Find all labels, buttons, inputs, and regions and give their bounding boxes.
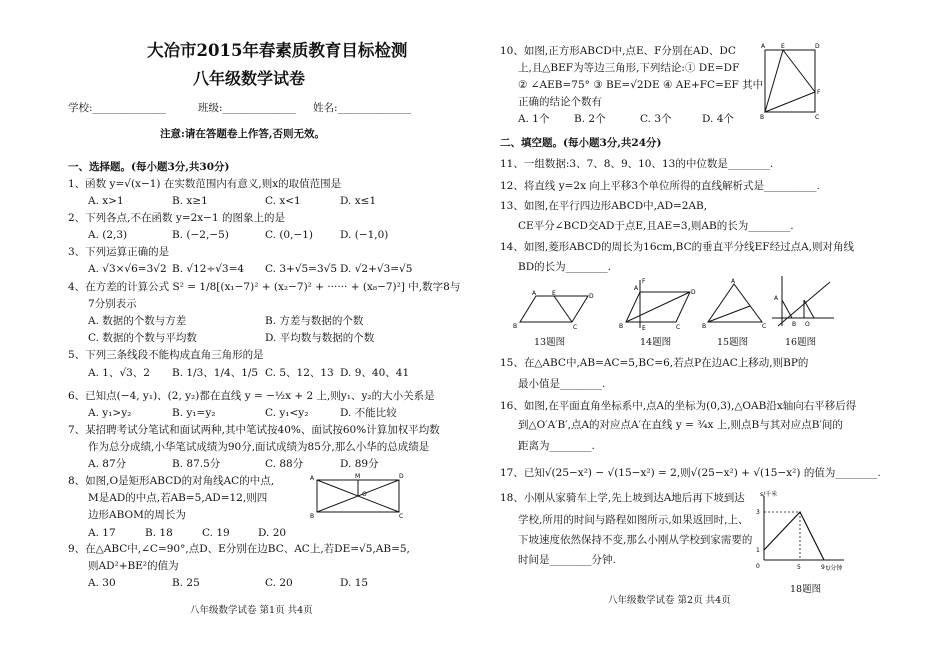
q4-option-d: D. 平均数与数据的个数	[265, 332, 375, 344]
y-tick-1: 1	[756, 547, 760, 554]
section-choice: 一、选择题。(每小题3分,共30分)	[68, 161, 230, 173]
y-axis-label: s/千米	[760, 491, 778, 498]
q10-stem-cont1: 上,且△BEF为等边三角形,下列结论:① DE=DF	[518, 62, 740, 74]
label-c: C	[815, 114, 820, 120]
q8-option-a: A. 17	[88, 527, 116, 539]
q3-option-a: A. √3×√6=3√2	[88, 263, 167, 275]
label-m: M	[355, 473, 361, 480]
page-1	[0, 0, 470, 650]
q9-stem: 9、在△ABC中,∠C=90°,点D、E分别在边BC、AC上,若DE=√5,AB=5,	[68, 543, 410, 555]
label-a: A	[774, 295, 779, 302]
q4-option-b: B. 方差与数据的个数	[265, 315, 364, 327]
q8-stem: 8、如图,O是矩形ABCD的对角线AC的中点,	[68, 475, 275, 487]
q2-option-d: D. (−1,0)	[340, 229, 389, 241]
q3-option-c: C. 3+√5=3√5	[265, 263, 338, 275]
q7-option-a: A. 87分	[88, 458, 127, 470]
caption-16: 16题图	[785, 337, 817, 348]
y-tick-3: 3	[756, 509, 760, 516]
q11: 11、一组数据:3、7、8、9、10、13的中位数是________.	[500, 158, 774, 170]
label-d: D	[815, 43, 820, 50]
label-a: A	[761, 43, 766, 50]
q17: 17、已知√(25−x²) − √(15−x²) = 2,则√(25−x²) + √(15−x²) 的值为________.	[500, 467, 881, 479]
page-2	[490, 0, 950, 650]
q3-stem: 3、下列运算正确的是	[68, 246, 170, 258]
q7-stem: 7、某招聘考试分笔试和面试两种,其中笔试按40%、面试按60%计算加权平均数	[68, 424, 440, 436]
label-d: D	[399, 473, 404, 480]
label-c: C	[399, 513, 404, 520]
q14-stem: 14、如图,菱形ABCD的周长为16cm,BC的垂直平分线EF经过点A,则对角线	[500, 241, 854, 253]
q5-option-b: B. 1/3、1/4、1/5	[172, 367, 259, 379]
q16-stem-cont2: 距离为________.	[518, 440, 595, 452]
x-tick-9: 9	[821, 564, 825, 571]
caption-13: 13题图	[534, 337, 566, 348]
q3-option-b: B. √12÷√3=4	[172, 263, 245, 275]
label-e: E	[642, 325, 646, 332]
section-fill: 二、填空题。(每小题3分,共24分)	[500, 137, 662, 149]
q13-stem: 13、如图,在平行四边形ABCD中,AD=2AB,	[500, 200, 708, 212]
q5-option-a: A. 1、√3、2	[88, 367, 150, 379]
q6-option-d: D. 不能比较	[340, 407, 397, 419]
school-field: 学校:______________	[68, 102, 167, 114]
caption-14: 14题图	[640, 337, 672, 348]
page-footer-left: 八年级数学试卷 第1页 共4页	[190, 605, 313, 616]
label-a: A	[310, 475, 315, 482]
q10-option-c: C. 3个	[640, 113, 672, 125]
label-c: C	[762, 323, 767, 330]
q7-stem-cont: 作为总分成绩,小华笔试成绩为90分,面试成绩为85分,那么小华的总成绩是	[88, 441, 430, 453]
q16-stem: 16、如图,在平面直角坐标系中,点A的坐标为(0,3),△OAB沿x轴向右平移后得	[500, 400, 857, 412]
q4-stem: 4、在方差的计算公式 S² = 1/8[(x₁−7)² + (x₂−7)² + ······ + (x₈−7)²] 中,数字8与	[68, 281, 461, 293]
q8-option-c: C. 19	[202, 527, 230, 539]
label-d: D	[691, 289, 696, 296]
q8-option-d: D. 20	[258, 527, 287, 539]
q15-stem-cont: 最小值是________.	[518, 378, 606, 390]
q15-stem: 15、在△ABC中,AB=AC=5,BC=6,若点P在边AC上移动,则BP的	[500, 357, 809, 369]
q2-option-c: C. (0,−1)	[265, 229, 314, 241]
q2-option-a: A. (2,3)	[88, 229, 128, 241]
q13-parallelogram-figure	[510, 288, 595, 330]
q5-stem: 5、下列三条线段不能构成直角三角形的是	[68, 349, 264, 361]
label-b: B	[792, 321, 797, 328]
q6-stem: 6、已知点(−4, y₁)、(2, y₂)都在直线 y = −½x + 2 上,则y₁、y₂的大小关系是	[68, 390, 435, 402]
q13-stem-cont: CE平分∠BCD交AD于点E,且AE=3,则AB的长为________.	[518, 220, 794, 232]
q8-option-b: B. 18	[145, 527, 173, 539]
q18-stem: 18、小刚从家骑车上学,先上坡到达A地后再下坡到达	[500, 492, 745, 504]
label-o: O	[805, 321, 810, 328]
label-c: C	[573, 324, 578, 330]
q7-option-c: C. 88分	[265, 458, 304, 470]
q16-coordinate-figure	[768, 272, 838, 330]
q8-rectangle-figure	[310, 470, 405, 520]
q8-stem-cont2: 边形ABOM的周长为	[88, 509, 186, 521]
q18-stem-cont1: 学校,所用的时间与路程如图所示,如果返回时,上、	[518, 514, 749, 526]
x-tick-5: 5	[797, 564, 801, 571]
q4-stem-cont: 7分别表示	[88, 298, 137, 310]
label-c: C	[676, 324, 681, 331]
label-b: B	[310, 513, 315, 520]
label-d: D	[589, 293, 594, 300]
q1-option-a: A. x>1	[88, 195, 124, 207]
q15-triangle-figure	[702, 278, 772, 332]
q10-stem-cont2: ② ∠AEB=75° ③ BE=√2DE ④ AE+FC=EF 其中	[518, 79, 764, 91]
q10-option-a: A. 1个	[518, 113, 550, 125]
q1-option-b: B. x≥1	[172, 195, 208, 207]
q5-option-c: C. 5、12、13	[265, 367, 334, 379]
q14-rhombus-figure	[618, 276, 700, 332]
label-a: A	[634, 285, 639, 292]
q9-option-d: D. 15	[340, 577, 369, 589]
q9-stem-cont: 则AD²+BE²的值为	[88, 560, 179, 572]
q5-option-d: D. 9、40、41	[340, 367, 410, 379]
q9-option-b: B. 25	[172, 577, 200, 589]
label-e: E	[552, 290, 556, 297]
x-axis-label: t/分钟	[826, 565, 843, 572]
exam-title: 大冶市2015年春素质教育目标检测	[147, 41, 408, 60]
q7-option-d: D. 89分	[340, 458, 379, 470]
q10-stem-cont3: 正确的结论个数有	[518, 96, 602, 108]
q6-option-c: C. y₁<y₂	[265, 407, 309, 419]
q2-stem: 2、下列各点,不在函数 y=2x−1 的图象上的是	[68, 212, 286, 224]
label-f: F	[642, 278, 646, 285]
q10-stem: 10、如图,正方形ABCD中,点E、F分别在AD、DC	[500, 45, 736, 57]
class-field: 班级:______________	[198, 102, 297, 114]
q6-option-b: B. y₁=y₂	[172, 407, 216, 419]
exam-subtitle: 八年级数学试卷	[193, 69, 306, 88]
q14-stem-cont: BD的长为________.	[518, 261, 611, 273]
q10-option-d: D. 4个	[702, 113, 734, 125]
label-a: A	[532, 290, 537, 297]
label-b: B	[513, 323, 518, 330]
page-footer-right: 八年级数学试卷 第2页 共4页	[608, 595, 731, 606]
q12: 12、将直线 y=2x 向上平移3个单位所得的直线解析式是__________.	[500, 180, 820, 192]
q1-option-d: D. x≤1	[340, 195, 377, 207]
notice: 注意:请在答题卷上作答,否则无效。	[160, 128, 326, 140]
q18-stem-cont3: 时间是________分钟.	[518, 554, 616, 566]
label-e: E	[781, 43, 785, 50]
q10-square-figure	[755, 40, 825, 120]
name-field: 姓名:______________	[313, 102, 412, 114]
label-a: A	[731, 278, 736, 285]
q10-option-b: B. 2个	[574, 113, 606, 125]
caption-18: 18题图	[790, 584, 822, 595]
caption-15: 15题图	[717, 337, 749, 348]
q16-stem-cont1: 到△O′A′B′,点A的对应点A′在直线 y = ¾x 上,则点B与其对应点B′间的	[518, 419, 843, 431]
q18-graph-figure	[752, 488, 852, 580]
label-o: O	[362, 491, 367, 498]
q18-stem-cont2: 下坡速度依然保持不变,那么小刚从学校到家需要的	[518, 534, 753, 546]
q9-option-c: C. 20	[265, 577, 293, 589]
q9-option-a: A. 30	[88, 577, 116, 589]
q2-option-b: B. (−2,−5)	[172, 229, 229, 241]
q4-option-c: C. 数据的个数与平均数	[88, 332, 197, 344]
q6-option-a: A. y₁>y₂	[88, 407, 132, 419]
label-b: B	[702, 323, 707, 330]
label-b: B	[760, 114, 765, 120]
q1-option-c: C. x<1	[265, 195, 301, 207]
q4-option-a: A. 数据的个数与方差	[88, 315, 187, 327]
label-f: F	[817, 89, 821, 96]
label-b: B	[619, 323, 624, 330]
q7-option-b: B. 87.5分	[172, 458, 221, 470]
q1-stem: 1、函数 y=√(x−1) 在实数范围内有意义,则x的取值范围是	[68, 178, 342, 190]
q3-option-d: D. √2+√3=√5	[340, 263, 413, 275]
origin-label: 0	[756, 563, 760, 570]
q8-stem-cont1: M是AD的中点,若AB=5,AD=12,则四	[88, 492, 268, 504]
